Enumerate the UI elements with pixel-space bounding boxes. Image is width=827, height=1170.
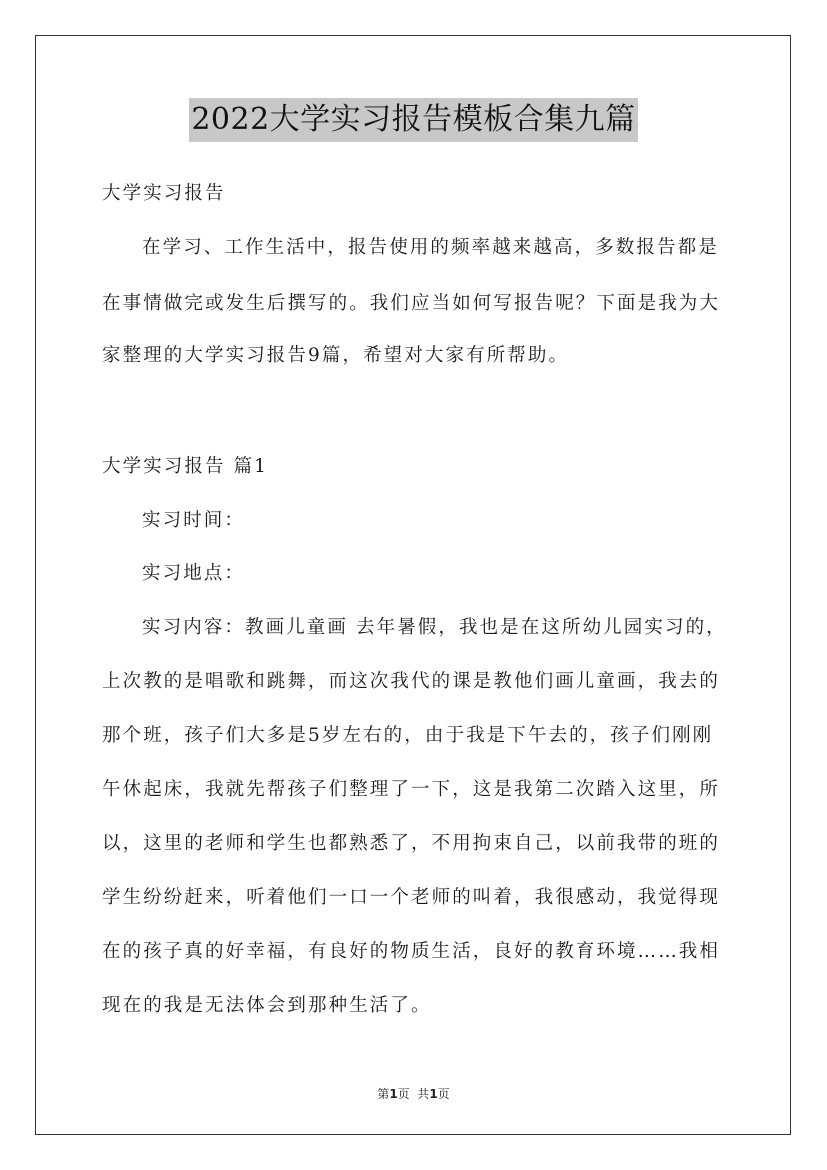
content-line-5: 以，这里的老师和学生也都熟悉了，不用拘束自己，以前我带的班的 <box>102 833 721 854</box>
footer-mid: 页 共 <box>397 1087 430 1101</box>
content-line-6: 学生纷纷赶来，听着他们一口一个老师的叫着，我很感动，我觉得现 <box>102 887 721 908</box>
footer-page-number: 1 <box>389 1087 398 1101</box>
content-line-7: 在的孩子真的好幸福，有良好的物质生活，良好的教育环境……我相 <box>102 941 721 962</box>
content-line-8: 现在的我是无法体会到那种生活了。 <box>102 995 432 1016</box>
section-title: 大学实习报告 篇1 <box>102 456 269 477</box>
footer-total-pages: 1 <box>429 1087 438 1101</box>
footer-suffix: 页 <box>437 1087 450 1101</box>
intro-line-3: 家整理的大学实习报告9篇，希望对大家有所帮助。 <box>102 345 570 366</box>
document-heading: 大学实习报告 <box>102 183 226 204</box>
internship-place-label: 实习地点： <box>142 563 246 584</box>
content-line-2: 上次教的是唱歌和跳舞，而这次我代的课是教他们画儿童画，我去的 <box>102 671 721 692</box>
footer-prefix: 第 <box>377 1087 390 1101</box>
content-line-1: 实习内容：教画儿童画 去年暑假，我也是在这所幼儿园实习的， <box>142 617 727 638</box>
intro-line-2: 在事情做完或发生后撰写的。我们应当如何写报告呢？下面是我为大 <box>102 293 721 314</box>
internship-time-label: 实习时间： <box>142 510 246 531</box>
document-title: 2022大学实习报告模板合集九篇 <box>189 98 637 142</box>
intro-line-1: 在学习、工作生活中，报告使用的频率越来越高，多数报告都是 <box>142 237 719 258</box>
content-line-4: 午休起床，我就先帮孩子们整理了一下，这是我第二次踏入这里，所 <box>102 779 721 800</box>
content-line-3: 那个班，孩子们大多是5岁左右的，由于我是下午去的，孩子们刚刚 <box>102 725 714 746</box>
page-footer <box>0 1085 827 1102</box>
title-container <box>0 98 827 142</box>
